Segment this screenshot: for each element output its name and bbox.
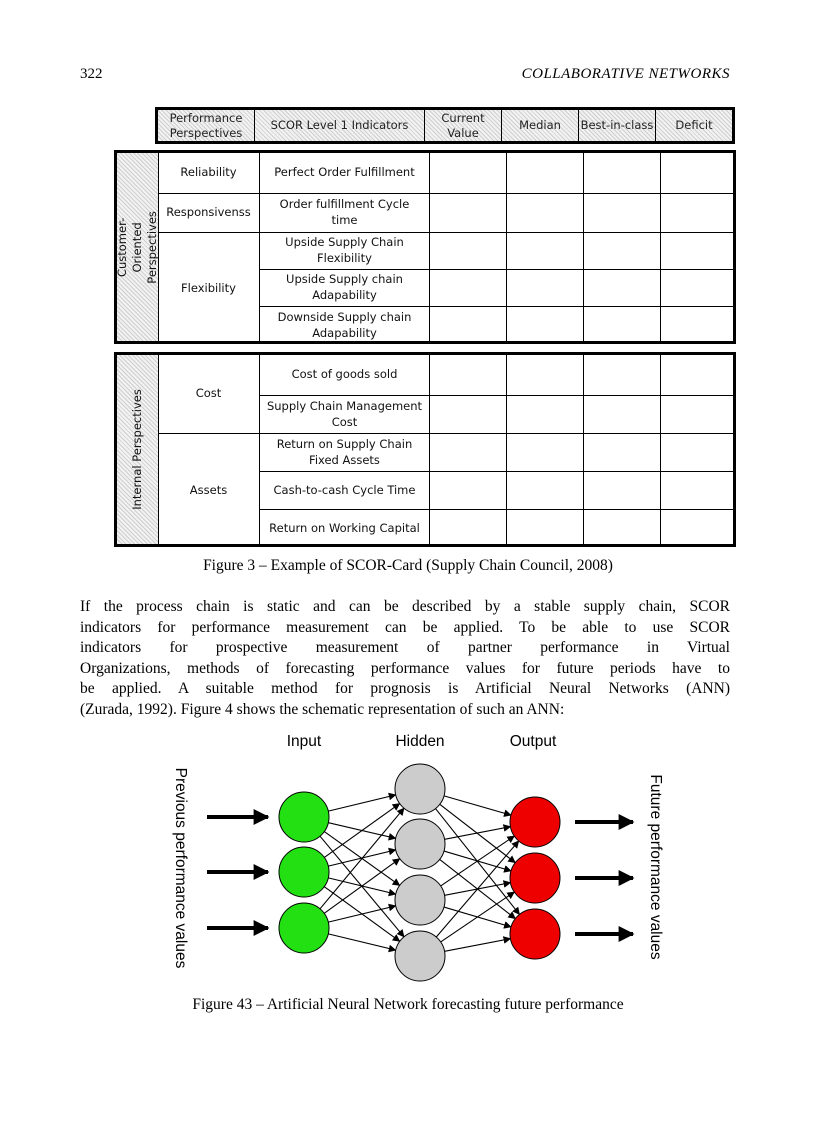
connection-arrow <box>444 796 511 815</box>
internal-section-label-text: Internal Perspectives <box>130 389 145 510</box>
layer-label-input: Input <box>286 733 322 750</box>
value-cell <box>584 355 661 395</box>
col-header-deficit: Deficit <box>675 118 713 133</box>
perspective-cell: Reliability <box>158 153 260 193</box>
customer-perspectives-table <box>114 150 736 344</box>
paragraph-line: If the process chain is static and can be described by a stable supply chain, SCOR <box>80 598 730 615</box>
value-cell <box>661 232 736 269</box>
hidden-node <box>395 764 445 814</box>
perspective-cell: Responsivenss <box>158 193 260 232</box>
value-cell <box>507 269 584 306</box>
value-cell <box>661 471 736 509</box>
connection-arrow <box>441 892 515 942</box>
paragraph-line: indicators for performance measurement can be applied. To be able to use SCOR <box>80 618 730 636</box>
right-axis-label: Future performance values <box>647 774 664 960</box>
indicator-cell: Cash-to-cash Cycle Time <box>260 471 430 509</box>
perspective-cell: Flexibility <box>158 232 260 344</box>
value-cell <box>661 433 736 471</box>
scor-table-header <box>155 107 735 144</box>
col-header-perspectives: Performance Perspectives <box>158 110 255 141</box>
paragraph-line: be applied. A suitable method for prognosis is Artificial Neural Networks (ANN) <box>80 680 730 697</box>
value-cell <box>430 355 507 395</box>
col-header-indicators: SCOR Level 1 Indicators <box>255 110 425 141</box>
input-node <box>279 847 329 897</box>
value-cell <box>584 269 661 306</box>
value-cell <box>584 193 661 232</box>
value-cell <box>584 232 661 269</box>
ann-diagram <box>0 720 816 990</box>
value-cell <box>584 509 661 547</box>
value-cell <box>584 306 661 344</box>
value-cell <box>430 471 507 509</box>
indicator-cell: Supply Chain Management Cost <box>260 395 430 433</box>
customer-section-label <box>117 153 159 341</box>
value-cell <box>584 471 661 509</box>
connection-arrow <box>328 934 395 950</box>
value-cell <box>661 509 736 547</box>
value-cell <box>507 395 584 433</box>
internal-perspectives-table <box>114 352 736 547</box>
value-cell <box>507 306 584 344</box>
internal-section-label <box>117 355 159 544</box>
connection-arrow <box>441 836 515 886</box>
connection-arrow <box>324 859 400 914</box>
layer-label-output: Output <box>509 733 557 750</box>
value-cell <box>430 433 507 471</box>
page-number: 322 <box>80 66 103 82</box>
value-cell <box>507 433 584 471</box>
value-cell <box>661 153 736 193</box>
value-cell <box>430 153 507 193</box>
connection-arrow <box>328 795 395 811</box>
body-paragraph <box>80 597 730 720</box>
indicator-cell: Return on Supply Chain Fixed Assets <box>260 433 430 471</box>
value-cell <box>430 509 507 547</box>
value-cell <box>430 193 507 232</box>
value-cell <box>584 153 661 193</box>
hidden-node <box>395 819 445 869</box>
perspective-cell: Assets <box>158 433 260 547</box>
indicator-cell: Perfect Order Fulfillment <box>260 153 430 193</box>
customer-section-label-text: Customer-Oriented Perspectives <box>115 210 159 284</box>
value-cell <box>584 395 661 433</box>
hidden-node <box>395 931 445 981</box>
value-cell <box>661 269 736 306</box>
output-node <box>510 797 560 847</box>
connection-arrow <box>445 939 511 952</box>
perspective-cell: Cost <box>158 355 260 433</box>
value-cell <box>661 193 736 232</box>
value-cell <box>430 395 507 433</box>
paragraph-line: (Zurada, 1992). Figure 4 shows the schematic representation of such an ANN: <box>80 700 565 718</box>
connection-arrow <box>324 804 399 858</box>
left-axis-label: Previous performance values <box>172 767 189 969</box>
indicator-cell: Return on Working Capital <box>260 509 430 547</box>
value-cell <box>584 433 661 471</box>
value-cell <box>507 509 584 547</box>
value-cell <box>507 471 584 509</box>
col-header-best-in-class: Best-in-class <box>579 110 656 141</box>
paragraph-line: Organizations, methods of forecasting performance values for future periods have to <box>80 659 730 677</box>
indicator-cell: Order fulfillment Cycle time <box>260 193 430 232</box>
connection-arrow <box>436 841 518 937</box>
input-node <box>279 792 329 842</box>
value-cell <box>661 395 736 433</box>
value-cell <box>430 306 507 344</box>
value-cell <box>507 193 584 232</box>
value-cell <box>507 355 584 395</box>
value-cell <box>430 269 507 306</box>
indicator-cell: Upside Supply Chain Flexibility <box>260 232 430 269</box>
indicator-cell: Cost of goods sold <box>260 355 430 395</box>
value-cell <box>661 306 736 344</box>
indicator-cell: Downside Supply chain Adapability <box>260 306 430 344</box>
figure4-caption: Figure 43 – Artificial Neural Network forecasting future performance <box>192 996 624 1013</box>
running-title: COLLABORATIVE NETWORKS <box>521 66 730 82</box>
value-cell <box>507 153 584 193</box>
figure3-caption: Figure 3 – Example of SCOR-Card (Supply Chain Council, 2008) <box>203 557 613 574</box>
indicator-cell: Upside Supply chain Adapability <box>260 269 430 306</box>
col-header-current-value: Current Value <box>425 110 502 141</box>
layer-label-hidden: Hidden <box>395 733 445 750</box>
output-node <box>510 853 560 903</box>
output-node <box>510 909 560 959</box>
value-cell <box>507 232 584 269</box>
hidden-node <box>395 875 445 925</box>
paragraph-line: indicators for prospective measurement of partner performance in Virtual <box>80 639 730 656</box>
input-node <box>279 903 329 953</box>
col-header-median: Median <box>502 110 579 141</box>
value-cell <box>661 355 736 395</box>
value-cell <box>430 232 507 269</box>
